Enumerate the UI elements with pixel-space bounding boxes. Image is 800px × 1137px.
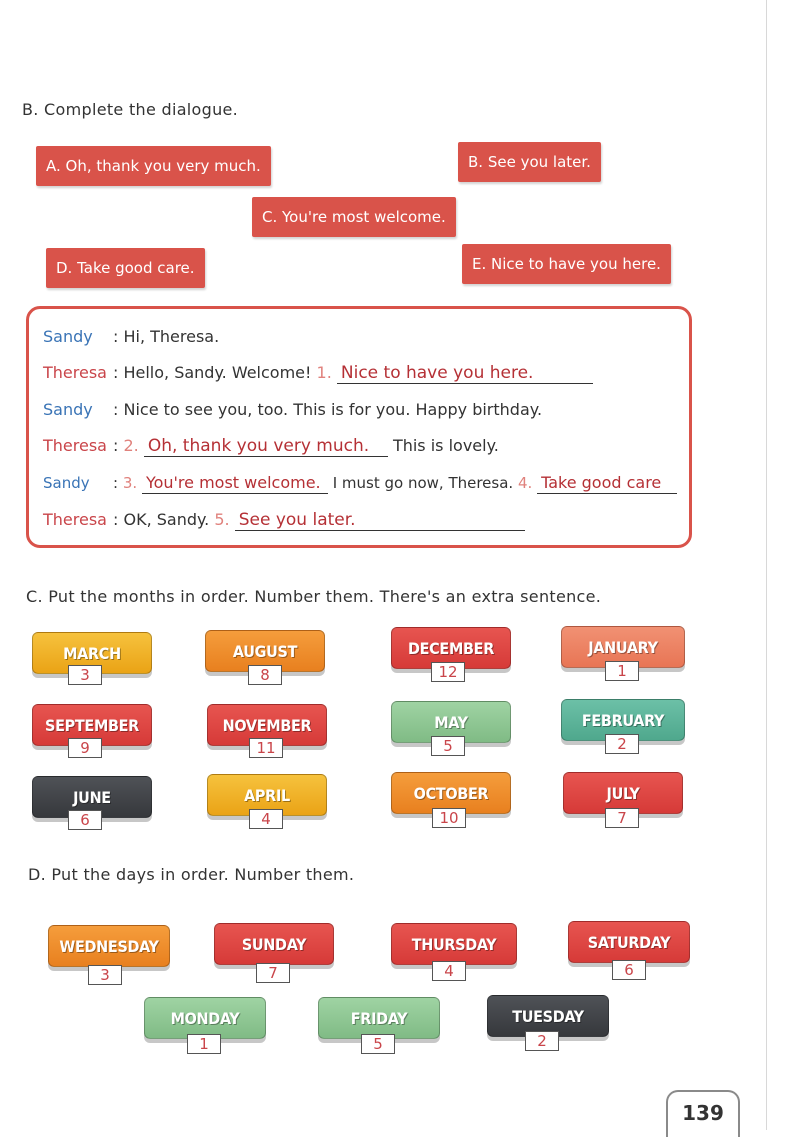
month-number-box: 7 [605,808,639,828]
answer-blank-2: Oh, thank you very much. [144,436,388,457]
day-number-box: 1 [187,1034,221,1054]
day-number-box: 4 [432,961,466,981]
month-number-box: 1 [605,661,639,681]
blank-number: 2. [123,436,139,455]
line-text: : Nice to see you, too. This is for you. Happy birthday. [113,400,543,419]
dialogue-line-4 [43,436,499,457]
blank-number: 4. [517,474,533,492]
month-number-box: 10 [432,808,466,828]
month-tag: JUNE [32,776,152,818]
month-number-box: 9 [68,738,102,758]
day-tag: MONDAY [144,997,266,1039]
answer-blank-3: You're most welcome. [142,473,328,494]
month-tag: APRIL [207,774,327,816]
month-tag: SEPTEMBER [32,704,152,746]
month-number-box: 4 [249,809,283,829]
day-number-box: 7 [256,963,290,983]
day-number-box: 6 [612,960,646,980]
speaker-name: Theresa [43,510,107,529]
day-number-box: 5 [361,1034,395,1054]
option-d: D. Take good care. [46,248,205,288]
month-number-box: 11 [249,738,283,758]
dialogue-line-5 [43,473,677,494]
month-tag: JULY [563,772,683,814]
day-tag: THURSDAY [391,923,517,965]
month-tag: MAY [391,701,511,743]
line-text: : Hello, Sandy. Welcome! [113,363,312,382]
dialogue-line-3 [43,400,542,419]
line-text: : OK, Sandy. [113,510,210,529]
dialogue-line-2 [43,363,593,384]
page-edge-line [766,0,767,1130]
option-b: B. See you later. [458,142,601,182]
section-b-title: B. Complete the dialogue. [22,100,239,119]
speaker-name: Sandy [43,474,90,492]
day-number-box: 2 [525,1031,559,1051]
month-tag: NOVEMBER [207,704,327,746]
answer-blank-1: Nice to have you here. [337,363,593,384]
section-c-title: C. Put the months in order. Number them. There's an extra sentence. [26,587,602,606]
month-tag: OCTOBER [391,772,511,814]
day-tag: TUESDAY [487,995,609,1037]
dialogue-line-6 [43,510,525,531]
day-tag: FRIDAY [318,997,440,1039]
month-number-box: 6 [68,810,102,830]
month-tag: AUGUST [205,630,325,672]
speaker-name: Theresa [43,363,107,382]
option-e: E. Nice to have you here. [462,244,671,284]
month-number-box: 8 [248,665,282,685]
month-tag: MARCH [32,632,152,674]
option-a: A. Oh, thank you very much. [36,146,271,186]
blank-number: 5. [214,510,230,529]
month-tag: DECEMBER [391,627,511,669]
month-number-box: 12 [431,662,465,682]
day-tag: SUNDAY [214,923,334,965]
blank-number: 3. [122,474,138,492]
line-text: : [113,474,119,492]
speaker-name: Sandy [43,327,93,346]
month-tag: FEBRUARY [561,699,685,741]
page-number: 139 [666,1090,740,1137]
month-tag: JANUARY [561,626,685,668]
line-text: This is lovely. [392,436,499,455]
speaker-name: Sandy [43,400,93,419]
day-tag: WEDNESDAY [48,925,170,967]
speaker-name: Theresa [43,436,107,455]
line-text: : Hi, Theresa. [113,327,220,346]
answer-blank-5: See you later. [235,510,525,531]
day-tag: SATURDAY [568,921,690,963]
answer-blank-4: Take good care [537,473,677,494]
section-d-title: D. Put the days in order. Number them. [28,865,355,884]
month-number-box: 5 [431,736,465,756]
month-number-box: 2 [605,734,639,754]
option-c: C. You're most welcome. [252,197,456,237]
day-number-box: 3 [88,965,122,985]
dialogue-line-1 [43,327,219,346]
blank-number: 1. [316,363,332,382]
line-text: : [113,436,119,455]
month-number-box: 3 [68,665,102,685]
dialogue-box [26,306,692,548]
line-text: I must go now, Theresa. [332,474,514,492]
